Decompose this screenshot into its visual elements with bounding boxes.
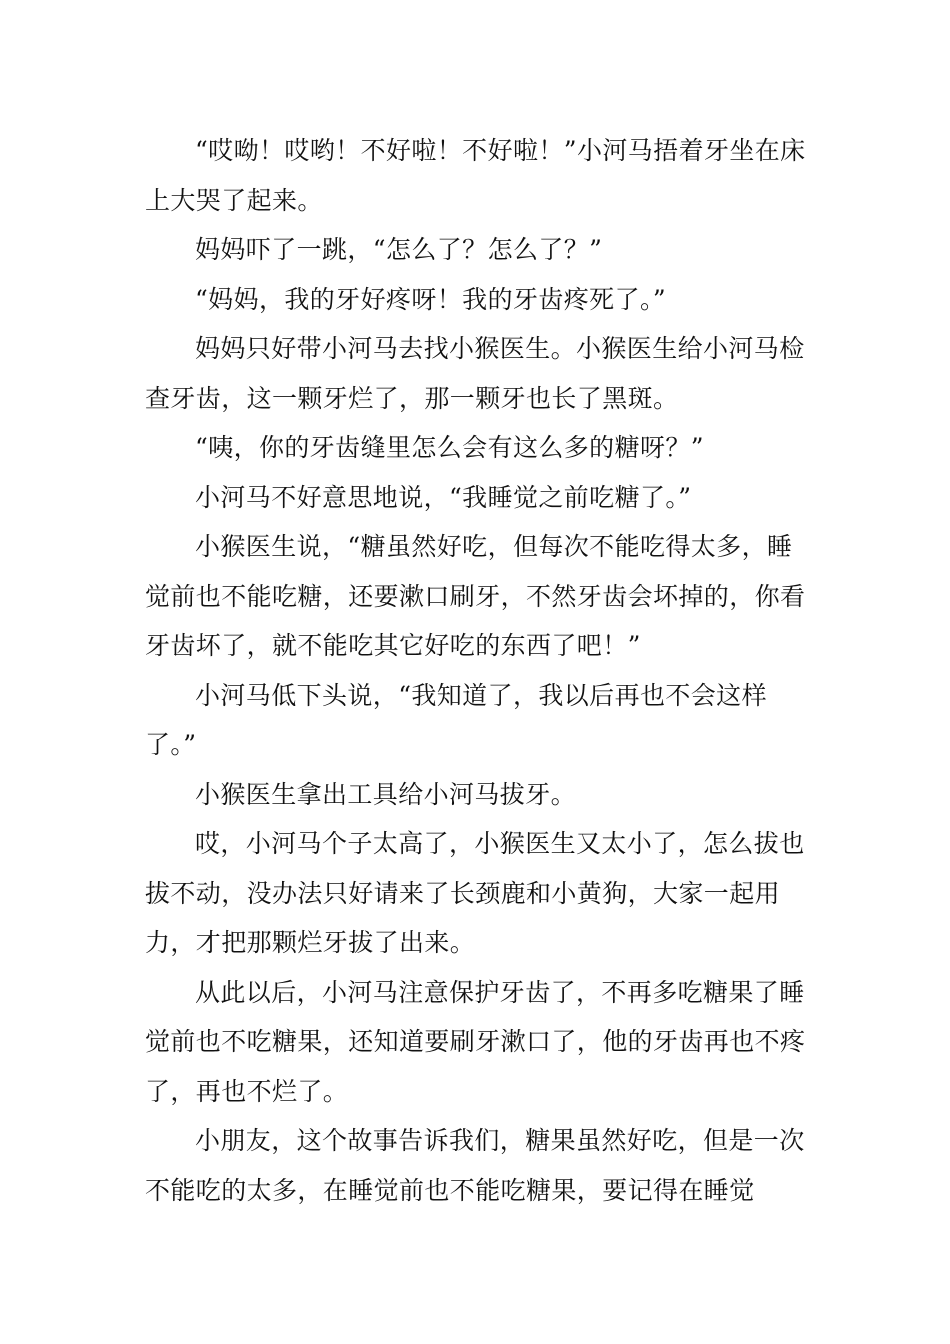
paragraph: “妈妈，我的牙好疼呀！我的牙齿疼死了。” [195,284,667,314]
paragraph: 小猴医生说，“糖虽然好吃，但每次不能吃得太多，睡觉前也不能吃糖，还要漱口刷牙，不然牙齿会坏掉的，你看牙齿坏了，就不能吃其它好吃的东西了吧！” [145,532,806,660]
paragraph: 小朋友，这个故事告诉我们，糖果虽然好吃，但是一次不能吃的太多，在睡觉前也不能吃糖果，要记得在睡觉 [145,1126,805,1205]
paragraph: 哎，小河马个子太高了，小猴医生又太小了，怎么拔也拔不动，没办法只好请来了长颈鹿和小黄狗，大家一起用力，才把那颗烂牙拔了出来。 [145,829,805,957]
paragraph: 小河马不好意思地说，“我睡觉之前吃糖了。” [195,482,692,512]
story-body [145,126,807,1215]
paragraph: 小猴医生拿出工具给小河马拔牙。 [195,779,577,809]
paragraph: 小河马低下头说，“我知道了，我以后再也不会这样了。” [145,680,767,759]
paragraph: “哎呦！哎哟！不好啦！不好啦！”小河马捂着牙坐在床上大哭了起来。 [145,136,806,215]
paragraph: “咦，你的牙齿缝里怎么会有这么多的糖呀？” [195,433,704,462]
paragraph: 妈妈吓了一跳，“怎么了？怎么了？” [195,235,603,264]
paragraph: 妈妈只好带小河马去找小猴医生。小猴医生给小河马检查牙齿，这一颗牙烂了，那一颗牙也长了黑斑。 [145,334,805,413]
paragraph: 从此以后，小河马注意保护牙齿了，不再多吃糖果了睡觉前也不吃糖果，还知道要刷牙漱口了，他的牙齿再也不疼了，再也不烂了。 [145,977,806,1106]
